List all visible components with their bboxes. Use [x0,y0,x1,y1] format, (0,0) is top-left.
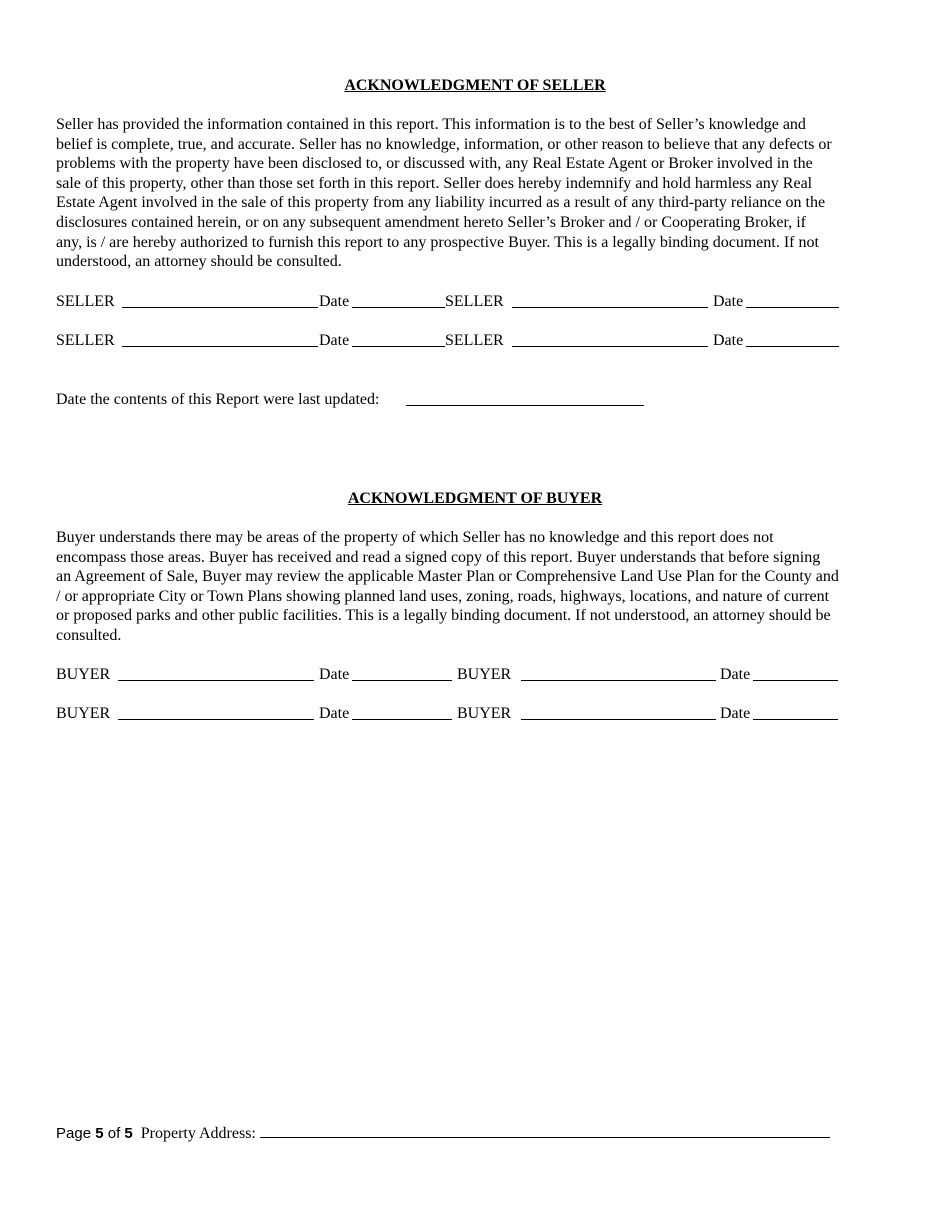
seller-date-field[interactable] [352,292,445,314]
seller-label: SELLER [56,293,115,310]
seller-label: SELLER [445,332,504,349]
last-updated-label: Date the contents of this Report were last updated: [56,391,380,408]
last-updated-date-field[interactable] [406,390,644,412]
buyer-signature-field[interactable] [521,704,716,726]
seller-date-field[interactable] [746,292,839,314]
date-label: Date [319,666,350,683]
buyer-signature-field[interactable] [118,665,314,687]
of-word: of [107,1125,121,1142]
paragraph-line: encompass those areas. Buyer has received and read a signed copy of this report. Buyer understands that before signing [56,548,821,566]
paragraph-line: disclosures contained herein, or on any subsequent amendment hereto Seller’s Broker and / or Cooperating Broker, if [56,213,806,231]
buyer-label: BUYER [56,666,111,683]
paragraph-line: consulted. [56,626,122,644]
paragraph-line: problems with the property have been disclosed to, or discussed with, any Real Estate Agent or Broker involved in the [56,155,813,173]
page-footer [56,1122,830,1142]
page-word: Page [56,1125,92,1142]
buyer-date-field[interactable] [753,665,838,687]
date-label: Date [713,332,744,349]
seller-date-field[interactable] [746,331,839,353]
paragraph-line: Seller has provided the information contained in this report. This information is to the best of Seller’s knowledge and [56,116,806,133]
paragraph-line: / or appropriate City or Town Plans showing planned land uses, zoning, roads, highways, locations, and nature of current [56,587,830,605]
buyer-label: BUYER [56,705,111,722]
seller-acknowledgment-heading: ACKNOWLEDGMENT OF SELLER [344,77,606,94]
property-address-label: Property Address: [140,1125,256,1142]
paragraph-line: Buyer understands there may be areas of the property of which Seller has no knowledge and this report does not [56,529,774,546]
date-label: Date [319,705,350,722]
seller-date-field[interactable] [352,331,445,353]
buyer-signature-field[interactable] [118,704,314,726]
paragraph-line: understood, an attorney should be consulted. [56,253,342,271]
seller-signature-field[interactable] [512,292,708,314]
buyer-acknowledgment-heading: ACKNOWLEDGMENT OF BUYER [347,490,603,507]
paragraph-line: or proposed parks and other public facilities. This is a legally binding document. If not understood, an attorney should be [56,607,831,625]
paragraph-line: any, is / are hereby authorized to furnish this report to any prospective Buyer. This is a legally binding document. If not [56,233,819,251]
buyer-acknowledgment-paragraph [56,528,839,646]
date-label: Date [319,332,350,349]
seller-signature-field[interactable] [122,331,318,353]
date-label: Date [713,293,744,310]
buyer-label: BUYER [457,705,512,722]
buyer-signature-field[interactable] [521,665,716,687]
buyer-date-field[interactable] [352,704,452,726]
seller-label: SELLER [445,293,504,310]
seller-signature-field[interactable] [512,331,708,353]
buyer-date-field[interactable] [352,665,452,687]
paragraph-line: sale of this property, other than those set forth in this report. Seller does hereby indemnify and hold harmless any Real [56,174,813,192]
seller-acknowledgment-paragraph [56,115,832,272]
buyer-date-field[interactable] [753,704,838,726]
seller-signature-field[interactable] [122,292,318,314]
page-total: 5 [124,1125,133,1142]
date-label: Date [720,666,751,683]
page-number [56,1125,133,1142]
paragraph-line: belief is complete, true, and accurate. Seller has no knowledge, information, or other reason to believe that any defects or [56,135,832,153]
buyer-label: BUYER [457,666,512,683]
date-label: Date [720,705,751,722]
paragraph-line: Estate Agent involved in the sale of this property from any liability incurred as a result of any third-party reliance on the [56,194,826,212]
seller-label: SELLER [56,332,115,349]
paragraph-line: an Agreement of Sale, Buyer may review the applicable Master Plan or Comprehensive Land Use Plan for the County and [56,568,839,586]
property-address-field[interactable] [260,1125,830,1142]
page-current: 5 [95,1125,104,1142]
date-label: Date [319,293,350,310]
